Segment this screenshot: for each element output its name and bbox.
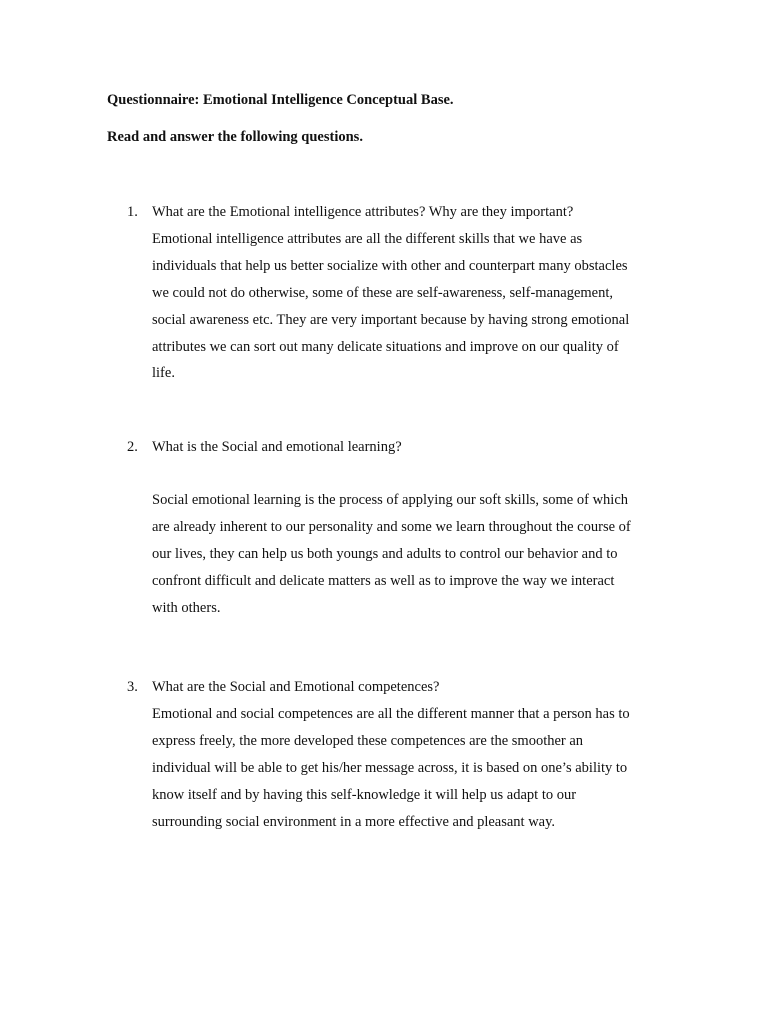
- document-instruction: Read and answer the following questions.: [107, 129, 363, 145]
- answer-line: life.: [152, 365, 175, 381]
- answer-line: Emotional intelligence attributes are all the different skills that we have as: [152, 231, 583, 247]
- answer-line: with others.: [152, 600, 221, 616]
- answer-line: we could not do otherwise, some of these are self-awareness, self-management,: [152, 285, 614, 301]
- answer-line: are already inherent to our personality and some we learn throughout the course of: [152, 519, 631, 535]
- answer-line: our lives, they can help us both youngs and adults to control our behavior and to: [152, 546, 618, 562]
- answer-line: social awareness etc. They are very important because by having strong emotional: [152, 312, 630, 328]
- document-title: Questionnaire: Emotional Intelligence Conceptual Base.: [107, 92, 454, 108]
- question-text: What are the Social and Emotional competences?: [152, 679, 440, 695]
- answer-line: confront difficult and delicate matters as well as to improve the way we interact: [152, 573, 615, 589]
- answer-line: individual will be able to get his/her message across, it is based on one’s ability to: [152, 760, 628, 776]
- question-number: 1.: [127, 204, 138, 220]
- answer-line: Social emotional learning is the process of applying our soft skills, some of which: [152, 492, 629, 508]
- answer-line: individuals that help us better socialize with other and counterpart many obstacles: [152, 258, 628, 274]
- answer-line: know itself and by having this self-knowledge it will help us adapt to our: [152, 787, 577, 803]
- question-number: 3.: [127, 679, 138, 695]
- question-number: 2.: [127, 439, 138, 455]
- question-text: What is the Social and emotional learning?: [152, 439, 402, 455]
- answer-line: attributes we can sort out many delicate situations and improve on our quality of: [152, 339, 619, 355]
- question-text: What are the Emotional intelligence attributes? Why are they important?: [152, 204, 574, 220]
- answer-line: Emotional and social competences are all the different manner that a person has to: [152, 706, 630, 722]
- answer-line: surrounding social environment in a more effective and pleasant way.: [152, 814, 556, 830]
- answer-line: express freely, the more developed these competences are the smoother an: [152, 733, 584, 749]
